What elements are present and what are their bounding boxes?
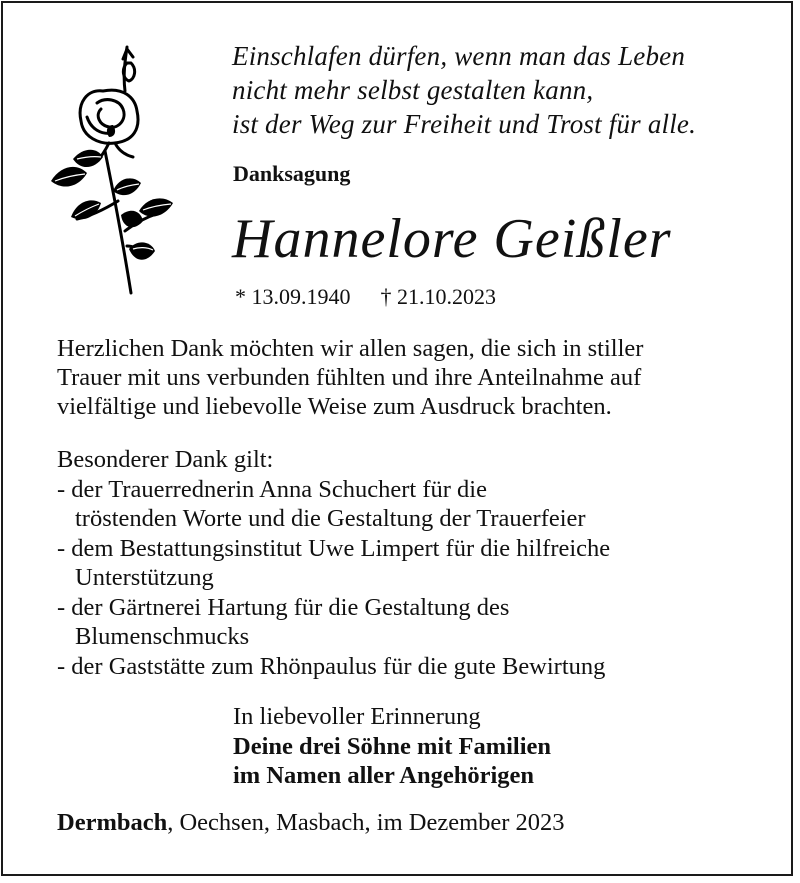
birth-date: * 13.09.1940 bbox=[235, 284, 351, 309]
thanks-paragraph bbox=[57, 334, 777, 421]
death-date: † 21.10.2023 bbox=[380, 284, 496, 309]
rose-icon bbox=[43, 41, 178, 299]
special-thanks-intro: Besonderer Dank gilt: bbox=[57, 446, 274, 473]
poem-line: nicht mehr selbst gestalten kann, bbox=[232, 75, 594, 105]
list-item-continuation: tröstenden Worte und die Gestaltung der Trauerfeier bbox=[75, 505, 586, 532]
place-and-date bbox=[57, 809, 565, 837]
life-dates bbox=[235, 284, 496, 310]
place-bold: Dermbach bbox=[57, 809, 168, 836]
list-item: - der Gärtnerei Hartung für die Gestaltung des bbox=[57, 593, 510, 621]
deceased-name: Hannelore Geißler bbox=[232, 208, 672, 270]
thanks-line: Trauer mit uns verbunden fühlten und ihre Anteilnahme auf bbox=[57, 364, 642, 391]
list-item-continuation: Unterstützung bbox=[75, 564, 214, 591]
poem-line: ist der Weg zur Freiheit und Trost für alle. bbox=[232, 109, 697, 139]
place-rest: , Oechsen, Masbach, im Dezember 2023 bbox=[167, 809, 565, 836]
poem-line: Einschlafen dürfen, wenn man das Leben bbox=[232, 41, 686, 71]
closing-line: In liebevoller Erinnerung bbox=[233, 703, 481, 730]
special-thanks bbox=[57, 445, 777, 681]
obituary-frame bbox=[1, 1, 793, 876]
closing-relatives: im Namen aller Angehörigen bbox=[233, 762, 535, 789]
closing-signature bbox=[233, 702, 551, 791]
thanks-line: vielfältige und liebevolle Weise zum Ausdruck brachten. bbox=[57, 393, 612, 420]
list-item: - der Gaststätte zum Rhönpaulus für die gute Bewirtung bbox=[57, 652, 606, 680]
list-item: - dem Bestattungsinstitut Uwe Limpert für die hilfreiche bbox=[57, 534, 611, 562]
list-item: - der Trauerrednerin Anna Schuchert für die bbox=[57, 475, 487, 503]
list-item-continuation: Blumenschmucks bbox=[75, 623, 250, 650]
section-heading: Danksagung bbox=[233, 161, 351, 186]
thanks-line: Herzlichen Dank möchten wir allen sagen, die sich in stiller bbox=[57, 335, 644, 362]
closing-family: Deine drei Söhne mit Familien bbox=[233, 732, 552, 760]
poem bbox=[232, 39, 772, 141]
